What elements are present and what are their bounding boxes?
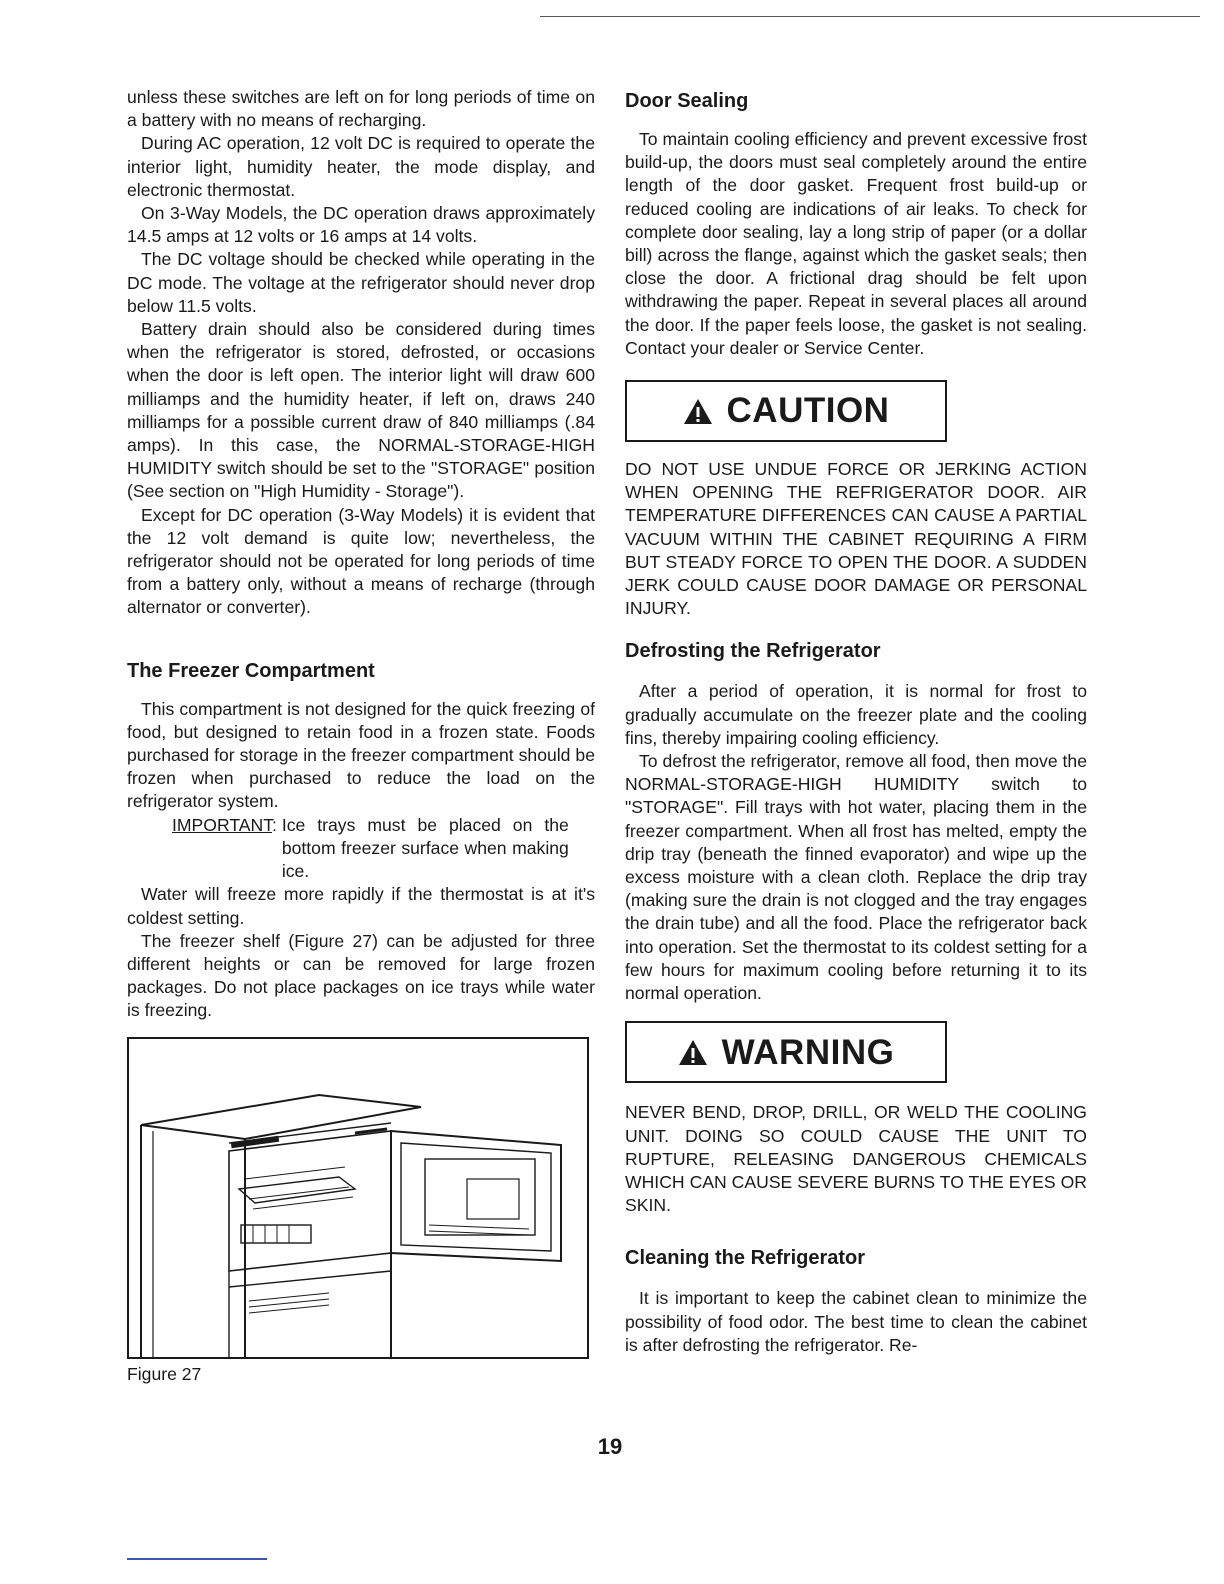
section-heading-freezer: The Freezer Compartment — [127, 659, 375, 682]
important-label: IMPORTANT — [172, 814, 273, 835]
paragraph: Battery drain should also be considered during times when the refrigerator is stored, defrosted, or occasions when the door is left open. The interior light will draw 600 milliamps and the humidity heater, if left on, draws 240 milliamps for a possible current draw of 840 milliamps (.84 amps). In this case, the NORMAL-STORAGE-HIGH HUMIDITY switch should be set to the "STORAGE" position (See section on "High Humidity - Storage"). — [127, 319, 595, 502]
warning-label: WARNING — [721, 1032, 895, 1072]
caution-text: DO NOT USE UNDUE FORCE OR JERKING ACTION WHEN OPENING THE REFRIGERATOR DOOR. AIR TEMPERATURE DIFFERENCES CAN CAUSE A PARTIAL VACUUM WITHIN THE CABINET REQUIRING A FIRM BUT STEADY FORCE TO OPEN THE DOOR. A SUDDEN JERK COULD CAUSE DOOR DAMAGE OR PERSONAL INJURY. — [625, 459, 1087, 619]
paragraph: unless these switches are left on for long periods of time on a battery with no means of recharging. — [127, 87, 595, 131]
top-rule — [540, 16, 1200, 17]
paragraph: After a period of operation, it is normal for frost to gradually accumulate on the freezer plate and the cooling fins, thereby impairing cooling efficiency. — [625, 681, 1087, 748]
bottom-rule — [127, 1558, 267, 1560]
important-note: IMPORTANT: Ice trays must be placed on the bottom freezer surface when making ice. — [127, 814, 595, 884]
important-text: Ice trays must be placed on the bottom freezer surface when making ice. — [281, 814, 569, 882]
paragraph: It is important to keep the cabinet clean to minimize the possibility of food odor. The best time to clean the cabinet is after defrosting the refrigerator. Re- — [625, 1288, 1087, 1355]
paragraph: The freezer shelf (Figure 27) can be adjusted for three different heights or can be removed for large frozen packages. Do not place packages on ice trays while water is freezing. — [127, 930, 595, 1021]
page-number: 19 — [597, 1434, 623, 1459]
refrigerator-freezer-drawing — [129, 1039, 587, 1357]
paragraph: On 3-Way Models, the DC operation draws approximately 14.5 amps at 12 volts or 16 amps at 14 volts. — [127, 203, 595, 247]
caution-label: CAUTION — [726, 391, 890, 431]
paragraph: Water will freeze more rapidly if the thermostat is at it's coldest setting. — [127, 884, 595, 928]
paragraph: To defrost the refrigerator, remove all food, then move the NORMAL-STORAGE-HIGH HUMIDITY switch to "STORAGE". Fill trays with hot water, placing them in the freezer compartment. When all frost has melted, empty the drip tray (beneath the finned evaporator) and wipe up the excess moisture with a clean cloth. Replace the drip tray (making sure the drain is not clogged and the tray engages the drain tube) and all the food. Place the refrigerator back into operation. Set the thermostat to its coldest setting for a few hours for maximum cooling before returning it to its normal operation. — [625, 751, 1087, 1004]
figure-27-illustration — [127, 1037, 589, 1359]
paragraph: During AC operation, 12 volt DC is required to operate the interior light, humidity heater, the mode display, and electronic thermostat. — [127, 133, 595, 200]
figure-caption: Figure 27 — [127, 1363, 202, 1384]
paragraph: Except for DC operation (3-Way Models) it is evident that the 12 volt demand is quite low; nevertheless, the refrigerator should not be operated for long periods of time from a battery only, without a means of recharge (through alternator or converter). — [127, 504, 595, 618]
warning-box — [625, 1021, 947, 1083]
caution-box — [625, 380, 947, 442]
section-heading-cleaning: Cleaning the Refrigerator — [625, 1247, 866, 1270]
section-heading-defrosting: Defrosting the Refrigerator — [625, 640, 881, 663]
right-column — [625, 86, 1087, 1357]
paragraph: To maintain cooling efficiency and prevent excessive frost build-up, the doors must seal completely around the entire length of the door gasket. Frequent frost build-up or reduced cooling are indications of air leaks. To check for complete door sealing, lay a long strip of paper (or a dollar bill) across the flange, against which the gasket seals; then close the door. A frictional drag should be felt upon withdrawing the paper. Repeat in several places all around the door. If the paper feels loose, the gasket is not sealing. Contact your dealer or Service Center. — [625, 129, 1087, 358]
left-column — [127, 86, 595, 1386]
paragraph: The DC voltage should be checked while operating in the DC mode. The voltage at the refrigerator should never drop below 11.5 volts. — [127, 249, 595, 316]
paragraph: This compartment is not designed for the quick freezing of food, but designed to retain food in a frozen state. Foods purchased for storage in the freezer compartment should be frozen when purchased to reduce the load on the refrigerator system. — [127, 698, 595, 812]
section-heading-door-sealing: Door Sealing — [625, 90, 749, 112]
warning-triangle-icon — [678, 1039, 708, 1066]
warning-triangle-icon — [683, 398, 713, 425]
warning-text: NEVER BEND, DROP, DRILL, OR WELD THE COOLING UNIT. DOING SO COULD CAUSE THE UNIT TO RUPTURE, RELEASING DANGEROUS CHEMICALS WHICH CAN CAUSE SEVERE BURNS TO THE EYES OR SKIN. — [625, 1102, 1087, 1216]
